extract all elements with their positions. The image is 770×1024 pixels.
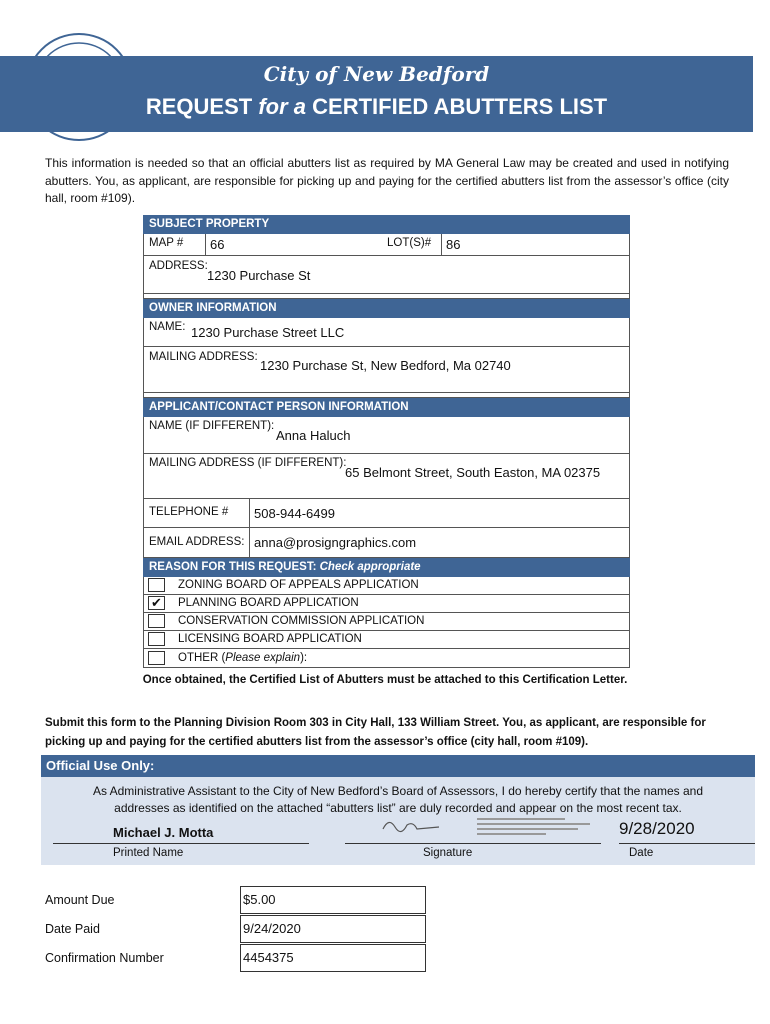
telephone-field[interactable]: 508-944-6499 (254, 506, 335, 521)
telephone-label: TELEPHONE # (149, 506, 229, 518)
printed-name: Michael J. Motta (113, 825, 214, 840)
map-field[interactable]: 66 (210, 237, 225, 252)
applicant-mailing-label: MAILING ADDRESS (IF DIFFERENT): (149, 457, 347, 469)
confirmation-label: Confirmation Number (45, 951, 164, 965)
date-paid-label: Date Paid (45, 922, 100, 936)
map-lot-row (143, 234, 630, 256)
applicant-mailing-field[interactable]: 65 Belmont Street, South Easton, MA 02375 (345, 465, 601, 480)
reason-option (143, 613, 630, 631)
owner-mailing-row (143, 347, 630, 393)
signature-image (381, 815, 441, 835)
email-field[interactable]: anna@prosigngraphics.com (254, 535, 417, 550)
applicant-name-label: NAME (IF DIFFERENT): (149, 420, 275, 432)
other-label: OTHER (Please explain): (178, 652, 308, 664)
address-label: ADDRESS: (149, 260, 208, 272)
conservation-label: CONSERVATION COMMISSION APPLICATION (178, 615, 425, 627)
title-banner (0, 56, 753, 132)
map-label: MAP # (149, 237, 184, 249)
lot-label: LOT(S)# (387, 237, 432, 249)
reason-option (143, 649, 630, 668)
telephone-row (143, 499, 630, 528)
digital-signature-stamp (477, 815, 603, 837)
conservation-checkbox[interactable] (148, 614, 165, 628)
city-name: City of New Bedford (263, 62, 490, 86)
official-use-panel (41, 777, 755, 865)
applicant-name-row (143, 417, 630, 454)
owner-name-field[interactable]: 1230 Purchase Street LLC (191, 325, 345, 340)
other-checkbox[interactable] (148, 651, 165, 665)
official-use-header: Official Use Only: (41, 755, 755, 777)
reason-header: REASON FOR THIS REQUEST: Check appropriate (143, 558, 630, 577)
intro-text: This information is needed so that an official abutters list as required by MA General Law may be created and used in notifying abutters. You, as applicant, are responsible for picking up and paying for the certified abutters list from the assessor’s office (city hall, room #109). (45, 156, 729, 205)
zoning-checkbox[interactable] (148, 578, 165, 592)
certification-text: As Administrative Assistant to the City of New Bedford’s Board of Assessors, I do hereby certify that the names and addresses as identified on the attached “abutters list” are duly recorded and appear on the most recent tax. (92, 784, 704, 815)
form-title: REQUEST for a CERTIFIED ABUTTERS LIST (145, 94, 608, 119)
submit-instructions: Submit this form to the Planning Division Room 303 in City Hall, 133 William Street. You, as applicant, are responsible for picking up and paying for the certified abutters list from the assessor’s office (city hall, room #109). (45, 717, 706, 748)
request-form (143, 215, 630, 668)
owner-name-label: NAME: (149, 321, 186, 333)
owner-mailing-field[interactable]: 1230 Purchase St, New Bedford, Ma 02740 (260, 358, 511, 373)
date-paid-field[interactable]: 9/24/2020 (240, 915, 426, 943)
email-row (143, 528, 630, 558)
owner-mailing-label: MAILING ADDRESS: (149, 351, 258, 363)
owner-header: OWNER INFORMATION (143, 299, 630, 318)
licensing-label: LICENSING BOARD APPLICATION (178, 633, 362, 645)
applicant-mailing-row (143, 454, 630, 499)
signature-label: Signature (423, 847, 473, 859)
lot-field[interactable]: 86 (446, 237, 461, 252)
amount-due-label: Amount Due (45, 893, 115, 907)
date-label: Date (629, 847, 654, 859)
planning-label: PLANNING BOARD APPLICATION (178, 597, 359, 609)
planning-checkbox[interactable]: ✔ (148, 596, 165, 610)
owner-name-row (143, 318, 630, 347)
reason-option (143, 595, 630, 613)
subject-property-header: SUBJECT PROPERTY (143, 215, 630, 234)
reason-option (143, 631, 630, 649)
once-obtained-note: Once obtained, the Certified List of Abutters must be attached to this Certification Letter. (142, 674, 628, 686)
date-value: 9/28/2020 (619, 819, 695, 838)
amount-due-field[interactable]: $5.00 (240, 886, 426, 914)
address-field[interactable]: 1230 Purchase St (207, 268, 311, 283)
applicant-header: APPLICANT/CONTACT PERSON INFORMATION (143, 398, 630, 417)
applicant-name-field[interactable]: Anna Haluch (276, 428, 351, 443)
address-row (143, 256, 630, 294)
email-label: EMAIL ADDRESS: (149, 536, 245, 548)
zoning-label: ZONING BOARD OF APPEALS APPLICATION (178, 579, 419, 591)
reason-option (143, 577, 630, 595)
printed-name-label: Printed Name (113, 847, 184, 859)
licensing-checkbox[interactable] (148, 632, 165, 646)
confirmation-field[interactable]: 4454375 (240, 944, 426, 972)
